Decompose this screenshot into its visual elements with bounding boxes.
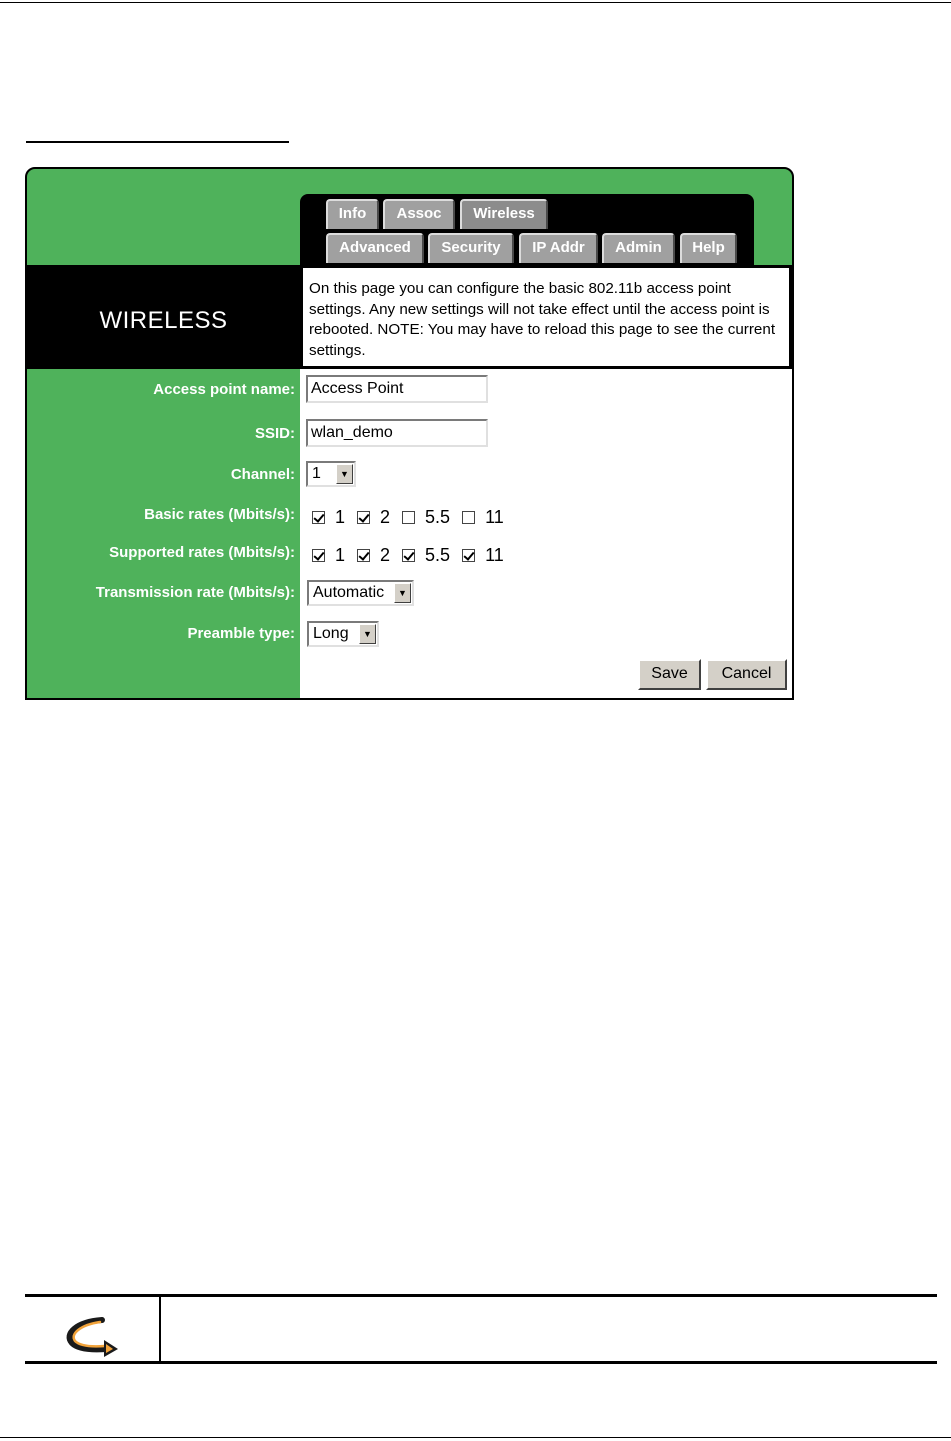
basic-rate-5-5-label: 5.5 <box>425 507 451 527</box>
ssid-input[interactable]: wlan_demo <box>306 419 488 447</box>
supported-rates-group <box>312 543 516 567</box>
supported-rate-1-label: 1 <box>335 545 346 565</box>
supported-rate-5-5-checkbox[interactable] <box>402 549 415 562</box>
supported-rates-label: Supported rates (Mbits/s): <box>109 544 295 561</box>
tx-rate-value: Automatic <box>313 584 385 601</box>
basic-rates-label: Basic rates (Mbits/s): <box>144 506 295 523</box>
channel-label: Channel: <box>230 466 295 483</box>
tab-help[interactable]: Help <box>680 233 737 263</box>
basic-rate-11-label: 11 <box>485 507 504 527</box>
supported-rate-11-label: 11 <box>485 545 504 565</box>
channel-value: 1 <box>312 465 321 482</box>
tx-rate-select[interactable] <box>307 580 414 606</box>
supported-rate-2-checkbox[interactable] <box>357 549 370 562</box>
note-bottom-rule <box>25 1361 937 1364</box>
basic-rate-5-5-checkbox[interactable] <box>402 511 415 524</box>
curved-arrow-icon <box>62 1316 122 1362</box>
basic-rate-1-label: 1 <box>335 507 346 527</box>
basic-rate-11-checkbox[interactable] <box>462 511 475 524</box>
basic-rate-2-checkbox[interactable] <box>357 511 370 524</box>
ap-name-label: Access point name: <box>153 381 295 398</box>
dropdown-arrow-icon[interactable]: ▼ <box>394 583 411 603</box>
tab-info[interactable]: Info <box>326 199 379 229</box>
basic-rate-2-label: 2 <box>380 507 391 527</box>
top-rule <box>0 2 951 3</box>
tab-admin[interactable]: Admin <box>602 233 675 263</box>
preamble-value: Long <box>313 625 349 642</box>
tab-advanced[interactable]: Advanced <box>326 233 424 263</box>
tx-rate-label: Transmission rate (Mbits/s): <box>95 584 295 601</box>
save-button[interactable]: Save <box>638 659 701 690</box>
note-top-rule <box>25 1294 937 1297</box>
basic-rates-group <box>312 505 516 529</box>
tab-bar <box>300 194 754 268</box>
dropdown-arrow-icon[interactable]: ▼ <box>336 464 353 484</box>
supported-rate-1-checkbox[interactable] <box>312 549 325 562</box>
preamble-label: Preamble type: <box>187 625 295 642</box>
tab-ip-addr[interactable]: IP Addr <box>519 233 598 263</box>
tab-assoc[interactable]: Assoc <box>383 199 455 229</box>
tab-wireless[interactable]: Wireless <box>460 199 548 229</box>
bottom-rule <box>0 1437 951 1438</box>
supported-rate-5-5-label: 5.5 <box>425 545 451 565</box>
supported-rate-2-label: 2 <box>380 545 391 565</box>
dropdown-arrow-icon[interactable]: ▼ <box>359 624 376 644</box>
preamble-select[interactable] <box>307 621 379 647</box>
note-divider <box>159 1297 161 1361</box>
page-title: WIRELESS <box>99 307 228 334</box>
ap-name-input[interactable]: Access Point <box>306 375 488 403</box>
basic-rate-1-checkbox[interactable] <box>312 511 325 524</box>
ssid-label: SSID: <box>254 425 295 442</box>
channel-select[interactable] <box>306 461 356 487</box>
config-panel <box>25 167 794 700</box>
cancel-button[interactable]: Cancel <box>706 659 787 690</box>
heading-underline <box>26 141 289 143</box>
tab-security[interactable]: Security <box>428 233 514 263</box>
page-description: On this page you can configure the basic 802.11b access point settings. Any new settings will not take effect until the access point is rebooted. NOTE: You may have to reload this page to see the current settings. <box>300 265 792 369</box>
supported-rate-11-checkbox[interactable] <box>462 549 475 562</box>
